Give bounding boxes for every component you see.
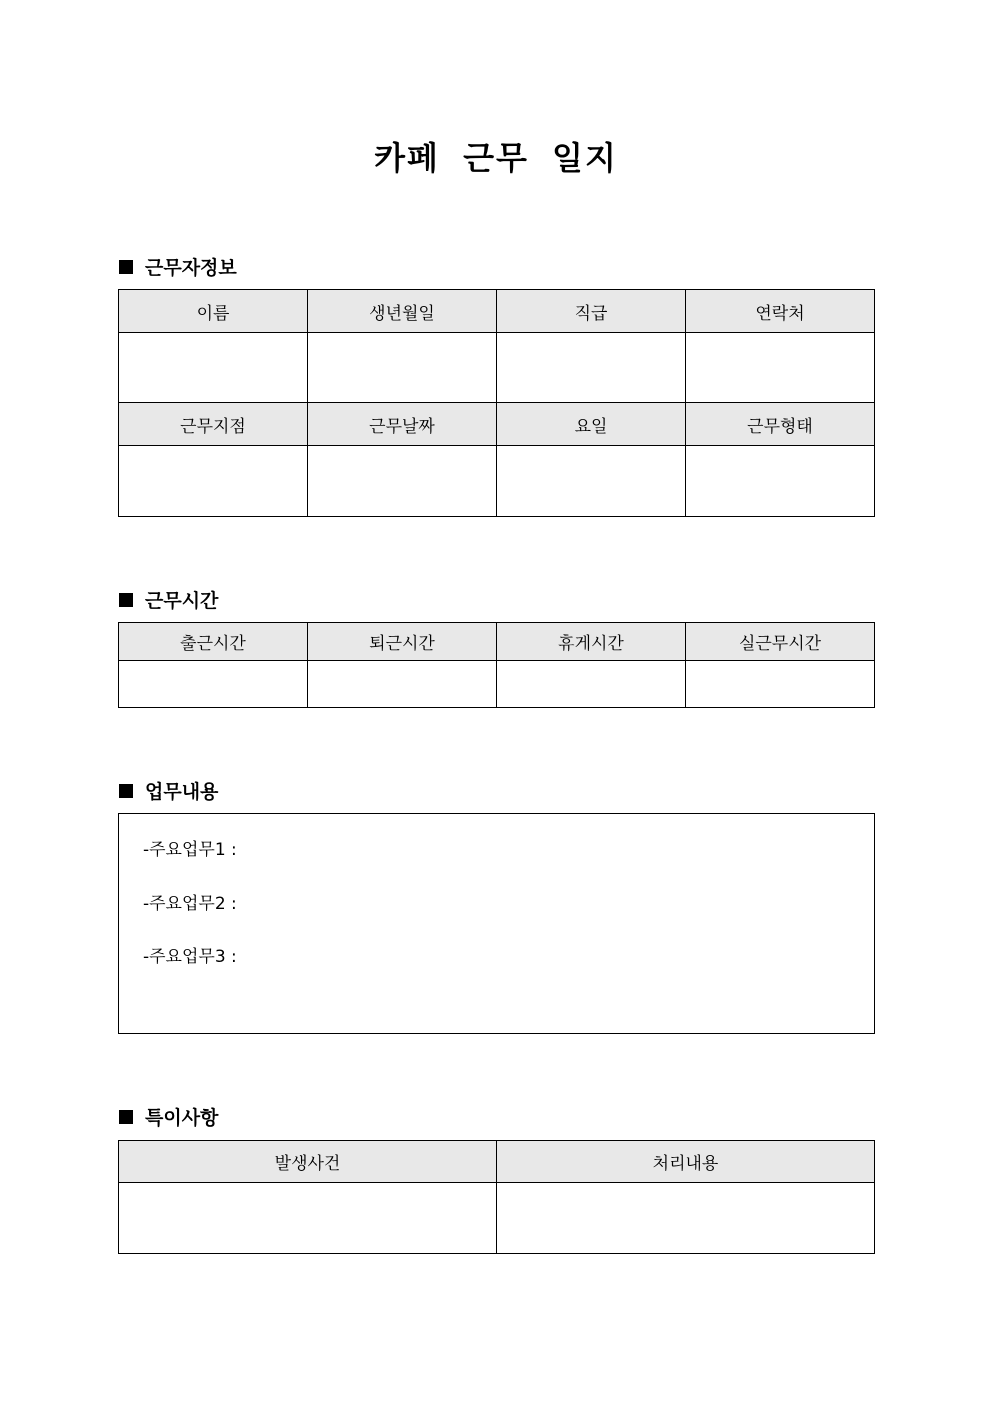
clock-in-field[interactable] (119, 661, 308, 708)
square-bullet-icon (119, 1110, 133, 1124)
birthdate-field[interactable] (308, 333, 497, 403)
header-branch: 근무지점 (119, 403, 308, 446)
header-position: 직급 (497, 290, 686, 333)
square-bullet-icon (119, 784, 133, 798)
worker-info-table (118, 289, 875, 517)
header-work-date: 근무날짜 (308, 403, 497, 446)
section-heading-work-hours (119, 586, 218, 613)
header-clock-in: 출근시간 (119, 623, 308, 661)
resolution-field[interactable] (497, 1183, 875, 1254)
square-bullet-icon (119, 593, 133, 607)
branch-field[interactable] (119, 446, 308, 517)
incident-field[interactable] (119, 1183, 497, 1254)
weekday-field[interactable] (497, 446, 686, 517)
table-row (119, 661, 875, 708)
table-row (119, 1183, 875, 1254)
break-time-field[interactable] (497, 661, 686, 708)
section-heading-remarks (119, 1103, 218, 1130)
section-heading-tasks (119, 777, 218, 804)
header-incident: 발생사건 (119, 1141, 497, 1183)
contact-field[interactable] (686, 333, 875, 403)
table-header-row (119, 623, 875, 661)
clock-out-field[interactable] (308, 661, 497, 708)
remarks-table (118, 1140, 875, 1254)
actual-hours-field[interactable] (686, 661, 875, 708)
section-heading-label: 근무시간 (145, 590, 219, 612)
section-heading-worker-info (119, 253, 237, 280)
header-break-time: 휴게시간 (497, 623, 686, 661)
header-weekday: 요일 (497, 403, 686, 446)
table-row (119, 333, 875, 403)
task-item-1: -주요업무1 : (143, 840, 237, 860)
header-work-type: 근무형태 (686, 403, 875, 446)
table-header-row (119, 1141, 875, 1183)
header-contact: 연락처 (686, 290, 875, 333)
work-type-field[interactable] (686, 446, 875, 517)
section-heading-label: 근무자정보 (145, 257, 237, 279)
header-clock-out: 퇴근시간 (308, 623, 497, 661)
position-field[interactable] (497, 333, 686, 403)
table-header-row (119, 403, 875, 446)
section-heading-label: 특이사항 (145, 1107, 219, 1129)
header-resolution: 처리내용 (497, 1141, 875, 1183)
header-actual-hours: 실근무시간 (686, 623, 875, 661)
page-title: 카페 근무 일지 (374, 139, 618, 177)
header-birthdate: 생년월일 (308, 290, 497, 333)
work-date-field[interactable] (308, 446, 497, 517)
table-row (119, 446, 875, 517)
tasks-box[interactable] (118, 813, 875, 1034)
section-heading-label: 업무내용 (145, 781, 219, 803)
square-bullet-icon (119, 260, 133, 274)
task-item-2: -주요업무2 : (143, 894, 237, 914)
name-field[interactable] (119, 333, 308, 403)
table-header-row (119, 290, 875, 333)
task-item-3: -주요업무3 : (143, 947, 237, 967)
header-name: 이름 (119, 290, 308, 333)
work-hours-table (118, 622, 875, 708)
